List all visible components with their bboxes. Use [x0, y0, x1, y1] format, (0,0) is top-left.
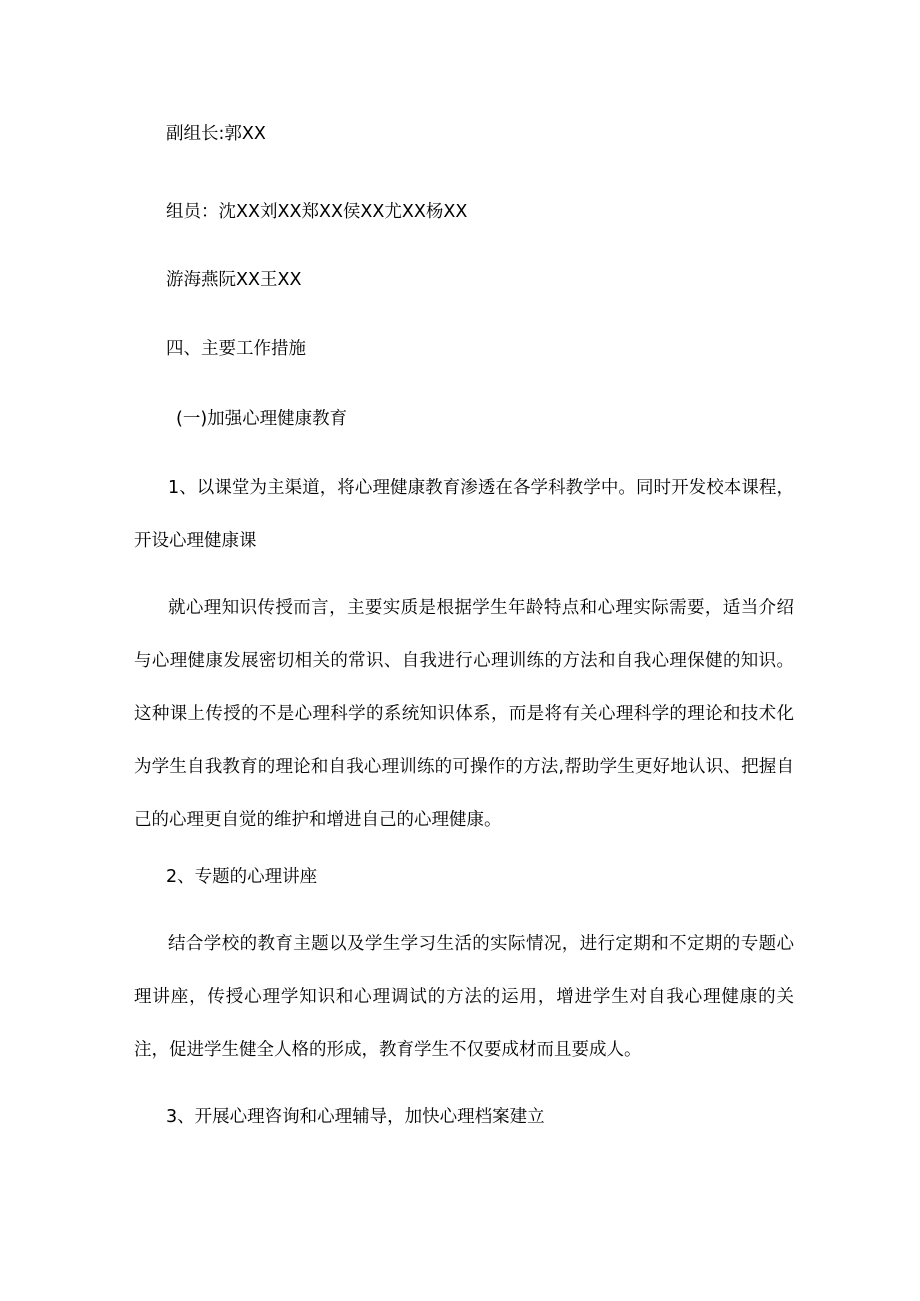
subsection-heading-one: (一)加强心理健康教育: [176, 409, 348, 429]
item-2-body: 结合学校的教育主题以及学生学习生活的实际情况，进行定期和不定期的专题心理讲座，传授心理学知识和心理调试的方法的运用，增进学生对自我心理健康的关注，促进学生健全人格的形成，教育学生不仅要成材而且要成人。: [134, 934, 794, 1060]
members-line-1: 组员：沈XX刘XX郑XX侯XX尤XX杨XX: [166, 202, 468, 222]
item-1-title: 1、以课堂为主渠道，将心理健康教育渗透在各学科教学中。同时开发校本课程，开设心理健康课: [134, 478, 794, 551]
item-2-title: 2、专题的心理讲座: [166, 867, 318, 887]
item-3-title: 3、开展心理咨询和心理辅导，加快心理档案建立: [166, 1107, 545, 1127]
vice-leader-line: 副组长:郭XX: [166, 124, 266, 144]
item-1-body: 就心理知识传授而言，主要实质是根据学生年龄特点和心理实际需要，适当介绍与心理健康发展密切相关的常识、自我进行心理训练的方法和自我心理保健的知识。这种课上传授的不是心理科学的系统知识体系，而是将有关心理科学的理论和技术化为学生自我教育的理论和自我心理训练的可操作的方法,帮助学生更好地认识、把握自己的心理更自觉的维护和增进自己的心理健康。: [134, 598, 794, 830]
members-line-2: 游海燕阮XX王XX: [166, 270, 302, 290]
section-heading-four: 四、主要工作措施: [166, 339, 306, 359]
